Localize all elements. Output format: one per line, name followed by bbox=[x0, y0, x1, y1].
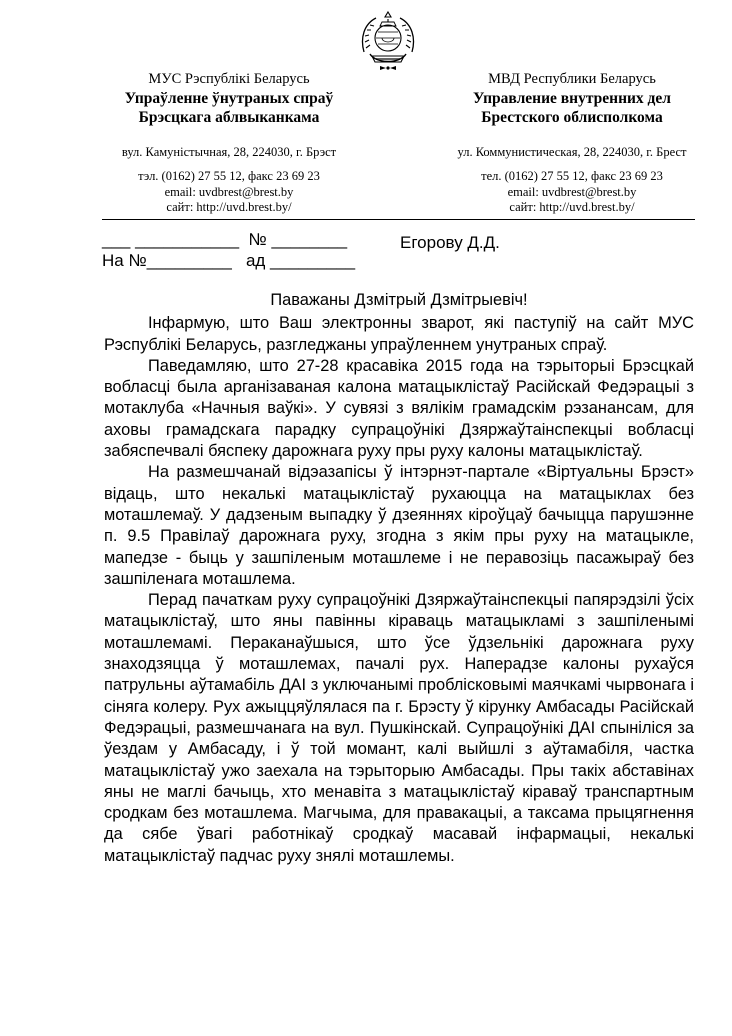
paragraph-3: На размешчанай відэазапісы ў інтэрнэт-партале «Віртуальны Брэст» відаць, што некалькі матацыклістаў рухаюцца на матацыклах без моташлемаў. У дадзеным выпадку ў дзеяннях кіроўцаў бачыцца парушэнне п. 9.5 Правілаў дарожнага руху, згодна з якім пры руху на матацыкле, мапедзе - быць у зашпіленым моташлеме і не перавозіць пасажыраў без зашпіленага моташлема. bbox=[104, 463, 694, 588]
ministry-name-be: МУС Рэспублікі Беларусь bbox=[148, 71, 310, 87]
paragraph-4: Перад пачаткам руху супрацоўнікі Дзяржаўтаінспекцыі папярэдзілі ўсіх матацыклістаў, што яны павінны кіраваць матацыкламі з зашпіленымі моташлемамі. Пераканаўшыся, што ўсе ўдзельнікі дарожнага руху знаходзяцца ў моташлемах, пачалі рух. Наперадзе калоны рухаўся патрульны аўтамабіль ДАІ з уключанымі проблісковымі маячкамі чырвонага і сіняга колеру. Рух ажыццяўлялася па г. Брэсту ў кірунку Амбасады Расійскай Федэрацыі, размешчанага на вул. Пушкінскай. Супрацоўнікі ДАІ спыніліся за ўездам у Амбасаду, і ў той момант, калі выйшлі з аўтамабіля, частка матацыклістаў ужо заехала на тэрыторыю Амбасады. Пры такіх абставінах яны не маглі бачыць, хто менавіта з матацыклістаў кіраваў транспартным сродкам без моташлема. Магчыма, для правакацыі, а таксама прыцягнення да сябе ўвагі работнікаў сродкаў масавай інфармацыі, некалькі матацыклістаў падчас руху знялі моташлемы. bbox=[104, 591, 694, 865]
email-be: email: uvdbrest@brest.by bbox=[164, 184, 294, 199]
header-divider bbox=[102, 219, 695, 220]
email-ru: email: uvdbrest@brest.by bbox=[507, 184, 637, 199]
site-ru: сайт: http://uvd.brest.by/ bbox=[509, 200, 635, 214]
header-left bbox=[96, 0, 362, 216]
site-be: сайт: http://uvd.brest.by/ bbox=[166, 200, 292, 214]
paragraph-1: Інфармую, што Ваш электронны зварот, які паступіў на сайт МУС Рэспублікі Беларусь, разгледжаны упраўленнем унутраных спраў. bbox=[104, 314, 694, 354]
coat-of-arms-icon bbox=[356, 8, 420, 74]
ministry-name-ru: МВД Республики Беларусь bbox=[488, 71, 656, 87]
department-line2-be: Брэсцкага аблвыканкама bbox=[138, 109, 320, 126]
letter-body bbox=[104, 290, 694, 867]
department-line2-ru: Брестского облисполкома bbox=[481, 109, 663, 126]
phone-ru: тел. (0162) 27 55 12, факс 23 69 23 bbox=[481, 169, 663, 183]
paragraph-2: Паведамляю, што 27-28 красавіка 2015 года на тэрыторыі Брэсцкай вобласці была арганізаваная калона матацыклістаў Расійскай Федэрацыі з мотаклуба «Начныя ваўкі». У сувязі з вялікім грамадскім рэзанансам, для аховы грамадскага парадку супрацоўнікі Дзяржаўтаінспекцыі вобласці забяспечвалі бяспеку дарожнага руху пры руху калоны матацыклістаў. bbox=[104, 356, 694, 461]
department-line1-be: Упраўленне ўнутраных спраў bbox=[124, 90, 334, 107]
department-line1-ru: Управление внутренних дел bbox=[473, 90, 671, 107]
header-right bbox=[442, 0, 702, 216]
addressee: Егорову Д.Д. bbox=[400, 233, 500, 252]
registration-block bbox=[102, 229, 355, 271]
outgoing-number-line: ___ ___________ № ________ bbox=[102, 230, 348, 249]
address-be: вул. Камуністычная, 28, 224030, г. Брэст bbox=[121, 145, 337, 159]
salutation: Паважаны Дзмітрый Дзмітрыевіч! bbox=[270, 291, 528, 309]
reference-number-line: На №_________ ад _________ bbox=[102, 251, 356, 270]
address-ru: ул. Коммунистическая, 28, 224030, г. Брест bbox=[457, 145, 687, 159]
phone-be: тэл. (0162) 27 55 12, факс 23 69 23 bbox=[138, 169, 320, 183]
